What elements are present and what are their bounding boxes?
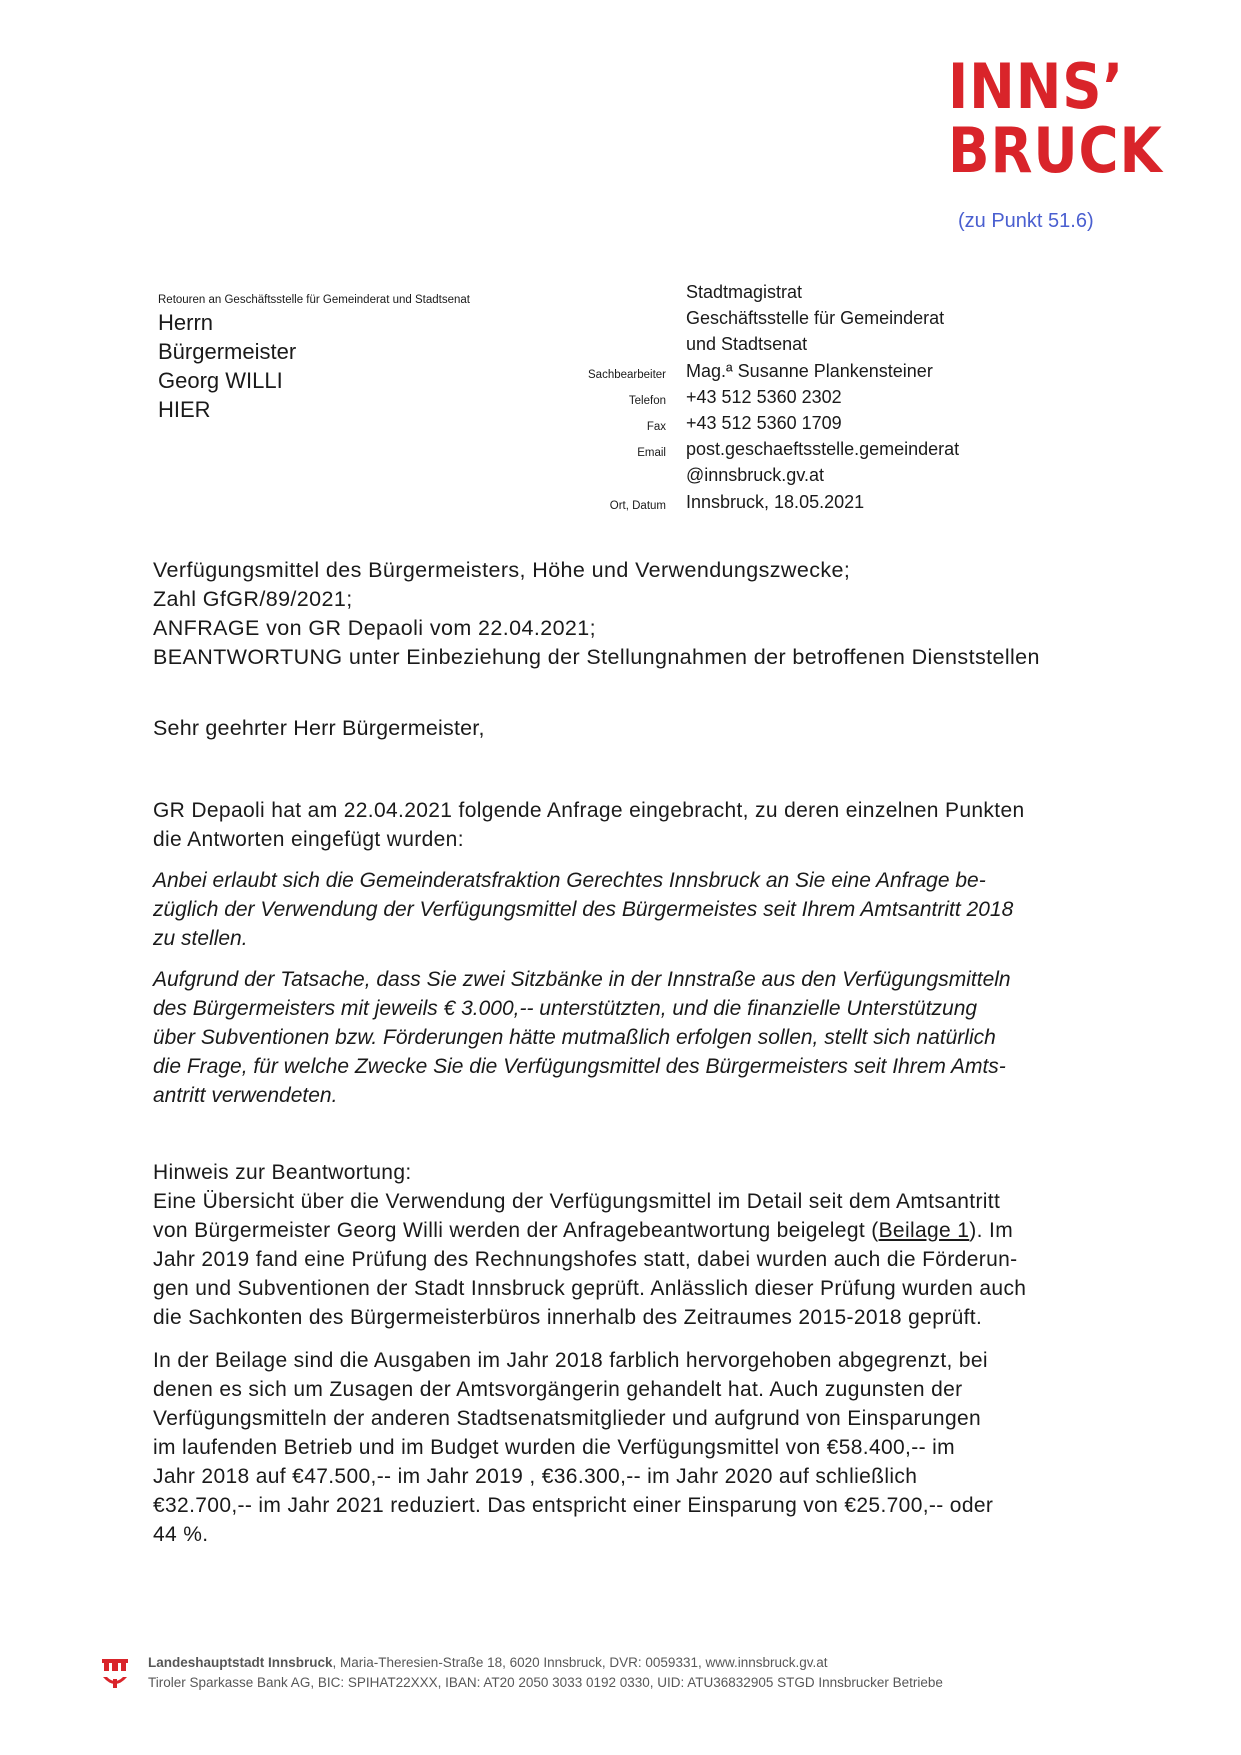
text-line: Anbei erlaubt sich die Gemeinderatsfraktion Gerechtes Innsbruck an Sie eine Anfrage be- [153,869,986,892]
subject-line: ANFRAGE von GR Depaoli vom 22.04.2021; [153,616,597,640]
agenda-reference: (zu Punkt 51.6) [958,210,1094,232]
email-row [0,439,1241,465]
text-line: gen und Subventionen der Stadt Innsbruck geprüft. Anlässlich dieser Prüfung wurden auch [153,1277,1027,1300]
text-fragment: ). Im [969,1219,1014,1242]
text-line: GR Depaoli hat am 22.04.2021 folgende Anfrage eingebracht, zu deren einzelnen Punkten [153,799,1025,822]
savings-paragraph [153,1346,1133,1549]
answer-heading: Hinweis zur Beantwortung: [153,1161,412,1184]
footer-address: , Maria-Theresien-Straße 18, 6020 Innsbruck, DVR: 0059331, www.innsbruck.gv.at [332,1655,828,1670]
fax-value: +43 512 5360 1709 [686,413,842,433]
answer-paragraph [153,1158,1133,1332]
logo-line-2: BRUCK [948,114,1163,187]
innsbruck-logo [948,50,1163,187]
phone-row [0,387,1241,413]
email-value-domain[interactable]: @innsbruck.gv.at [686,465,824,485]
text-line: im laufenden Betrieb und im Budget wurden die Verfügungsmittel von €58.400,-- im [153,1436,955,1459]
text-line: Aufgrund der Tatsache, dass Sie zwei Sitzbänke in der Innstraße aus den Verfügungsmitteln [153,968,1011,991]
case-worker-value: Mag.ª Susanne Plankensteiner [686,361,933,381]
text-line: In der Beilage sind die Ausgaben im Jahr 2018 farblich hervorgehoben abgegrenzt, bei [153,1349,988,1372]
phone-value: +43 512 5360 2302 [686,387,842,407]
email-value[interactable]: post.geschaeftsstelle.gemeinderat [686,439,960,459]
text-line: die Antworten eingefügt wurden: [153,828,464,851]
fax-label: Fax [646,421,666,433]
email-label: Email [637,447,666,459]
office-line: und Stadtsenat [686,334,808,354]
recipient-line: Georg WILLI [158,368,283,393]
text-line: die Frage, für welche Zwecke Sie die Verfügungsmittel des Bürgermeisters seit Ihrem Amts- [153,1055,1006,1078]
footer-address-line [148,1655,828,1670]
email-row-continued [0,465,1241,491]
quote-paragraph-1 [153,866,1133,953]
text-line: Jahr 2018 auf €47.500,-- im Jahr 2019 , €36.300,-- im Jahr 2020 auf schließlich [153,1465,918,1488]
text-line: über Subventionen bzw. Förderungen hätte mutmaßlich erfolgen sollen, stellt sich natürlich [153,1026,996,1049]
quote-paragraph-2 [153,965,1133,1110]
fax-row [0,413,1241,439]
subject-line: Verfügungsmittel des Bürgermeisters, Höhe und Verwendungszwecke; [153,558,851,582]
office-line: Geschäftsstelle für Gemeinderat [686,308,945,328]
subject-block [153,556,1040,672]
text-line: antritt verwendeten. [153,1084,338,1107]
text-line: 44 %. [153,1523,209,1546]
subject-line: BEANTWORTUNG unter Einbeziehung der Stellungnahmen der betroffenen Dienststellen [153,645,1040,669]
footer-city-name: Landeshauptstadt Innsbruck [148,1655,333,1670]
date-value: Innsbruck, 18.05.2021 [686,492,865,512]
case-worker-label: Sachbearbeiter [588,369,666,381]
text-line [153,1216,1133,1245]
text-line: Jahr 2019 fand eine Prüfung des Rechnungshofes statt, dabei wurden auch die Förderun- [153,1248,1018,1271]
text-line: Eine Übersicht über die Verwendung der Verfügungsmittel im Detail seit dem Amtsantritt [153,1190,1001,1213]
date-row [0,492,1241,518]
office-row [0,308,1241,334]
office-row [0,282,1241,308]
office-line: Stadtmagistrat [686,282,803,302]
logo-line-1: INNS’ [948,50,1125,123]
text-line: des Bürgermeisters mit jeweils € 3.000,-- unterstützten, und die finanzielle Unterstützung [153,997,978,1020]
date-label: Ort, Datum [609,500,666,512]
text-line: zu stellen. [153,927,248,950]
city-coat-of-arms-icon [100,1657,130,1693]
text-line: denen es sich um Zusagen der Amtsvorgängerin gehandelt hat. Auch zugunsten der [153,1378,963,1401]
recipient-line: Herrn [158,310,214,335]
salutation: Sehr geehrter Herr Bürgermeister, [153,716,485,740]
return-address: Retouren an Geschäftsstelle für Gemeinderat und Stadtsenat [158,294,470,306]
beilage-1-link[interactable]: Beilage 1 [878,1219,970,1242]
subject-line: Zahl GfGR/89/2021; [153,587,353,611]
phone-label: Telefon [628,395,666,407]
text-line: €32.700,-- im Jahr 2021 reduziert. Das entspricht einer Einsparung von €25.700,-- oder [153,1494,994,1517]
text-line: Verfügungsmitteln der anderen Stadtsenatsmitglieder und aufgrund von Einsparungen [153,1407,982,1430]
text-fragment: von Bürgermeister Georg Willi werden der Anfragebeantwortung beigelegt ( [153,1219,879,1242]
recipient-line: Bürgermeister [158,339,297,364]
footer-bank-line: Tiroler Sparkasse Bank AG, BIC: SPIHAT22XXX, IBAN: AT20 2050 3033 0192 0330, UID: ATU36832905 STGD Innsbrucker Betriebe [148,1675,943,1690]
office-row [0,334,1241,360]
intro-paragraph [153,796,1133,854]
text-line: die Sachkonten des Bürgermeisterbüros innerhalb des Zeitraumes 2015-2018 geprüft. [153,1306,983,1329]
recipient-line: HIER [158,397,211,422]
text-line: züglich der Verwendung der Verfügungsmittel des Bürgermeistes seit Ihrem Amtsantritt 2018 [153,898,1014,921]
case-worker-row [0,361,1241,387]
